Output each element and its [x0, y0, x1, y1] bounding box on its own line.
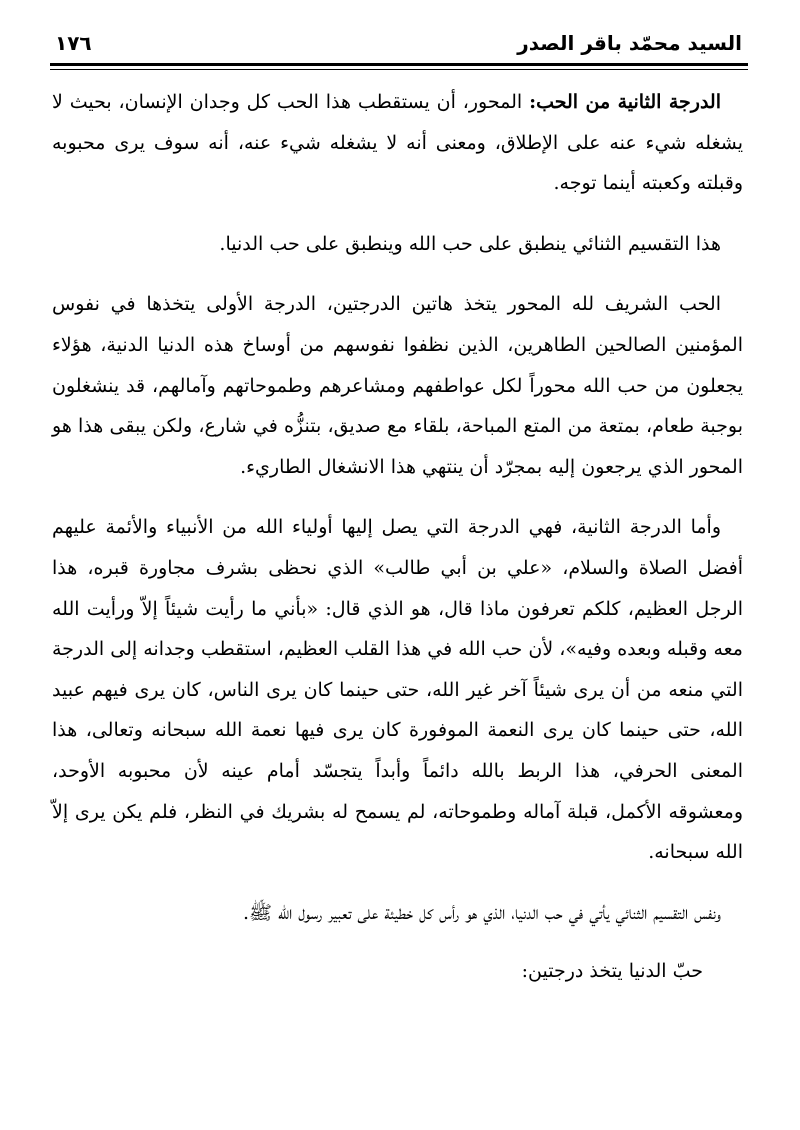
paragraph: وأما الدرجة الثانية، فهي الدرجة التي يصل إليها أولياء الله من الأنبياء والأئمة عليهم أفضل الصلاة والسلام، «علي بن أبي طالب» الذي نحظى بشرف مجاورة قبره، هذا الرجل العظيم، كلكم تعرفون ماذا قال، هو الذي قال: «بأني ما رأيت شيئاً إلاّ ورأيت الله معه وقبله وبعده وفيه»، لأن حب الله في هذا القلب العظيم، استقطب وجدانه إلى الدرجة التي منعه من أن يرى شيئاً آخر غير الله، حتى حينما كان يرى الناس، كان يرى فيهم عبيد الله، حتى حينما كان يرى النعمة الموفورة كان يرى فيها نعمة الله سبحانه وتعالى، هذا المعنى الحرفي، هذا الربط بالله دائماً وأبداً يتجسّد أمام عينه لأن محبوبه الأوحد، ومعشوقه الأكمل، قبلة آماله وطموحاته، لم يسمح له بشريك في النظر، فلم يكن يرى إلاّ الله سبحانه.: [52, 516, 743, 864]
sub-heading: حبّ الدنيا يتخذ درجتين:: [521, 960, 703, 983]
page-number: ١٧٦: [55, 31, 92, 55]
paragraph-lead: الدرجة الثانية من الحب:: [529, 91, 721, 113]
header-rule-thick: [50, 63, 748, 66]
page-header: [55, 28, 742, 58]
paragraph-text: المحور، أن يستقطب هذا الحب كل وجدان الإنسان، بحيث لا يشغله شيء عنه على الإطلاق، ومعنى أنه لا يشغله شيء عنه، أنه سوف يرى محبوبه وقبلته وكعبته أينما توجه.: [52, 91, 743, 195]
header-rule-thin: [50, 69, 748, 70]
body-text: [52, 82, 743, 992]
paragraph: الحب الشريف لله المحور يتخذ هاتين الدرجتين، الدرجة الأولى يتخذها في نفوس المؤمنين الصالحين الطاهرين، الذين نظفوا نفوسهم من أوساخ هذه الدنيا الدنية، هؤلاء يجعلون من حب الله محوراً لكل عواطفهم ومشاعرهم وطموحاتهم وآمالهم، قد ينشغلون بوجبة طعام، بمتعة من المتع المباحة، بلقاء مع صديق، بتنزُّه في شارع، ولكن يبقى هذا هو المحور الذي يرجعون إليه بمجرّد أن ينتهي هذا الانشغال الطاريء.: [52, 293, 743, 478]
running-header-title: السيد محمّد باقر الصدر: [517, 31, 742, 55]
paragraph: [52, 82, 743, 204]
paragraph: ونفس التقسيم الثنائي يأتي في حب الدنيا، الذي هو رأس كل خطيئة على تعبير رسول الله ﷺ.: [243, 901, 721, 924]
paragraph: هذا التقسيم الثنائي ينطبق على حب الله وينطبق على حب الدنيا.: [219, 232, 721, 255]
